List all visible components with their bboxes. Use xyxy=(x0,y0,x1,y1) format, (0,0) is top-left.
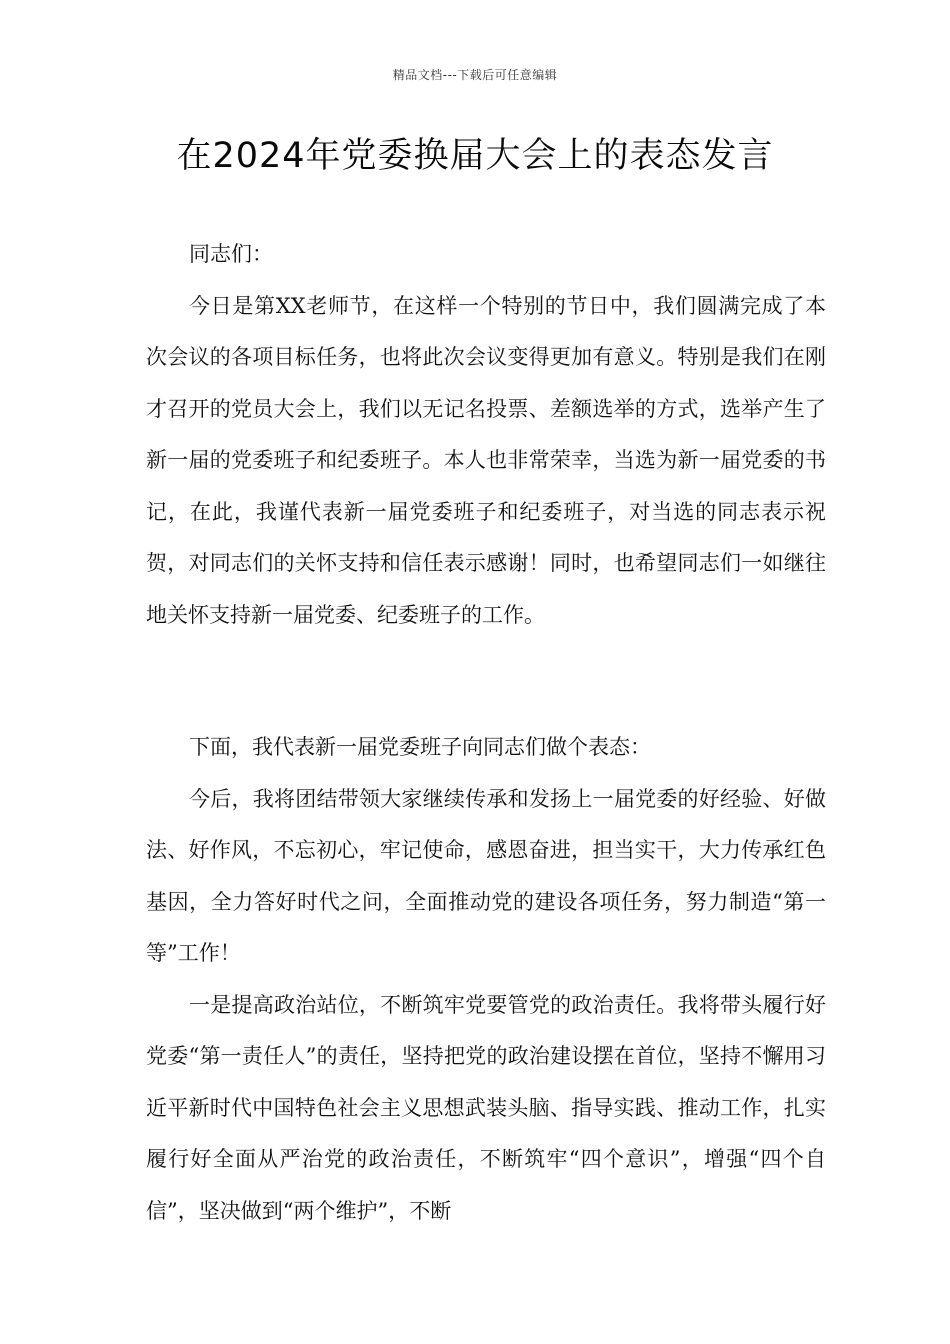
salutation: 同志们： xyxy=(189,242,273,266)
header-note: 精品文档---下载后可任意编辑 xyxy=(392,68,558,82)
paragraph: 今后，我将团结带领大家继续传承和发扬上一届党委的好经验、好做法、好作风，不忘初心，牢记使命，感恩奋进，担当实干，大力传承红色基因，全力答好时代之问，全面推动党的建设各项任务，努力制造“第一等”工作！ xyxy=(146,786,826,965)
paragraph: 一是提高政治站位，不断筑牢党要管党的政治责任。我将带头履行好党委“第一责任人”的责任，坚持把党的政治建设摆在首位，坚持不懈用习近平新时代中国特色社会主义思想武装头脑、指导实践、推动工作，扎实履行好全面从严治党的政治责任，不断筑牢“四个意识”，增强“四个自信”，坚决做到“两个维护”，不断 xyxy=(146,992,826,1223)
section-intro: 下面，我代表新一届党委班子向同志们做个表态： xyxy=(189,735,651,759)
document-title: 在2024年党委换届大会上的表态发言 xyxy=(176,136,774,176)
paragraph: 今日是第XX老师节，在这样一个特别的节日中，我们圆满完成了本次会议的各项目标任务，也将此次会议变得更加有意义。特别是我们在刚才召开的党员大会上，我们以无记名投票、差额选举的方式，选举产生了新一届的党委班子和纪委班子。本人也非常荣幸，当选为新一届党委的书记，在此，我谨代表新一届党委班子和纪委班子，对当选的同志表示祝贺，对同志们的关怀支持和信任表示感谢！同时，也希望同志们一如继往地关怀支持新一届党委、纪委班子的工作。 xyxy=(146,293,826,627)
section-2 xyxy=(146,722,826,1237)
section-1 xyxy=(146,229,826,641)
